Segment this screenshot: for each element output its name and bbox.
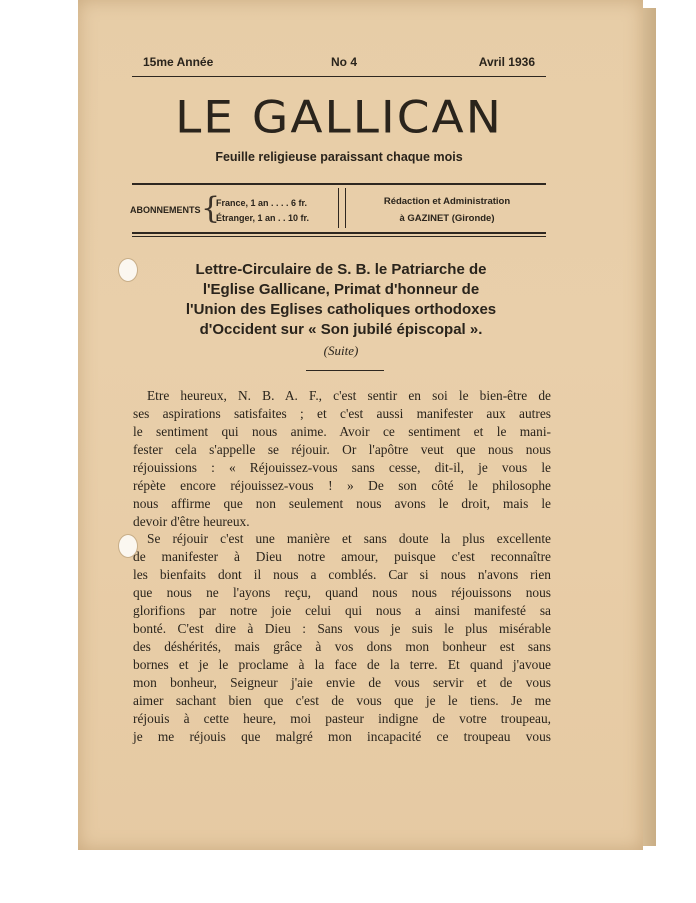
text-line: que nous ne l'ayons reçu, quand nous nous réjouissons nous bbox=[133, 585, 551, 600]
title-underline bbox=[306, 370, 384, 371]
text-line: de manifester à Dieu notre amour, puisque c'est reconnaître bbox=[133, 549, 551, 564]
subscriptions-label: ABONNEMENTS bbox=[130, 205, 201, 215]
title-line: l'Eglise Gallicane, Primat d'honneur de bbox=[202, 281, 480, 298]
price-abroad: Étranger, 1 an . . 10 fr. bbox=[216, 213, 310, 223]
text-line: devoir d'être heureux. bbox=[133, 514, 250, 529]
paragraph-2 bbox=[133, 530, 551, 746]
title-line: l'Union des Eglises catholiques orthodoxes bbox=[185, 301, 497, 318]
admin-line-1: Rédaction et Administration bbox=[383, 196, 511, 207]
article-title bbox=[131, 260, 551, 340]
issue-year: 15me Année bbox=[143, 55, 214, 69]
info-rule-top bbox=[132, 183, 546, 185]
text-line: mon bonheur, Seigneur j'aie envie de vous servir et de vous bbox=[133, 675, 551, 690]
text-line: je me réjouis que malgré mon incapacité ce troupeau vous bbox=[133, 729, 551, 744]
price-france: France, 1 an . . . . 6 fr. bbox=[216, 198, 308, 208]
title-line: d'Occident sur « Son jubilé épiscopal ». bbox=[199, 321, 483, 338]
info-rule-bottom-thin bbox=[132, 236, 546, 237]
title-line: Lettre-Circulaire de S. B. le Patriarche de bbox=[195, 261, 487, 278]
text-line: le sentiment qui nous anime. Avoir ce sentiment et le mani- bbox=[133, 424, 551, 439]
text-line: Se réjouir c'est une manière et sans doute la plus excellente bbox=[147, 531, 551, 546]
text-line: glorifions par notre joie celui qui nous a ainsi manifesté sa bbox=[133, 603, 551, 618]
text-line: aimer sachant bien que c'est de vous que je le tiens. Je me bbox=[133, 693, 551, 708]
masthead-subtitle: Feuille religieuse paraissant chaque mois bbox=[215, 150, 463, 164]
text-line: nous affirme que non seulement nous avons le droit, mais le bbox=[133, 496, 551, 511]
issue-number: No 4 bbox=[331, 55, 358, 69]
column-divider bbox=[338, 188, 346, 228]
text-line: les bienfaits dont il nous a comblés. Car si nous n'avons rien bbox=[133, 567, 551, 582]
header-rule bbox=[132, 76, 546, 77]
brace-icon: { bbox=[201, 191, 221, 226]
text-line: réjouis à cette heure, moi pasteur indigne de votre troupeau, bbox=[133, 711, 551, 726]
text-line: bonté. C'est dire à Dieu : Sans vous je suis le plus misérable bbox=[133, 621, 551, 636]
info-rule-bottom bbox=[132, 232, 546, 234]
text-line: ses aspirations satisfaites ; et c'est aussi manifester aux autres bbox=[133, 406, 551, 421]
issue-info-row bbox=[143, 55, 535, 71]
admin-line-2: à GAZINET (Gironde) bbox=[399, 213, 495, 224]
paragraph-1 bbox=[133, 387, 551, 531]
text-line: Etre heureux, N. B. A. F., c'est sentir en soi le bien-être de bbox=[147, 388, 551, 403]
text-line: fester cela s'appelle se réjouir. Or l'apôtre veut que nous nous bbox=[133, 442, 551, 457]
masthead-title: LE GALLICAN bbox=[175, 91, 503, 144]
issue-date: Avril 1936 bbox=[478, 55, 535, 69]
text-line: réjouissions : « Réjouissez-vous sans cesse, dit-il, je vous le bbox=[133, 460, 551, 475]
article-suite: (Suite) bbox=[323, 343, 359, 358]
text-line: bornes et je le proclame à la face de la terre. Et quand j'avoue bbox=[133, 657, 551, 672]
text-line: répète encore réjouissez-vous ! » De son côté le philosophe bbox=[133, 478, 551, 493]
text-line: des déshérités, mais grâce à vos dons mon bonheur est sans bbox=[133, 639, 551, 654]
